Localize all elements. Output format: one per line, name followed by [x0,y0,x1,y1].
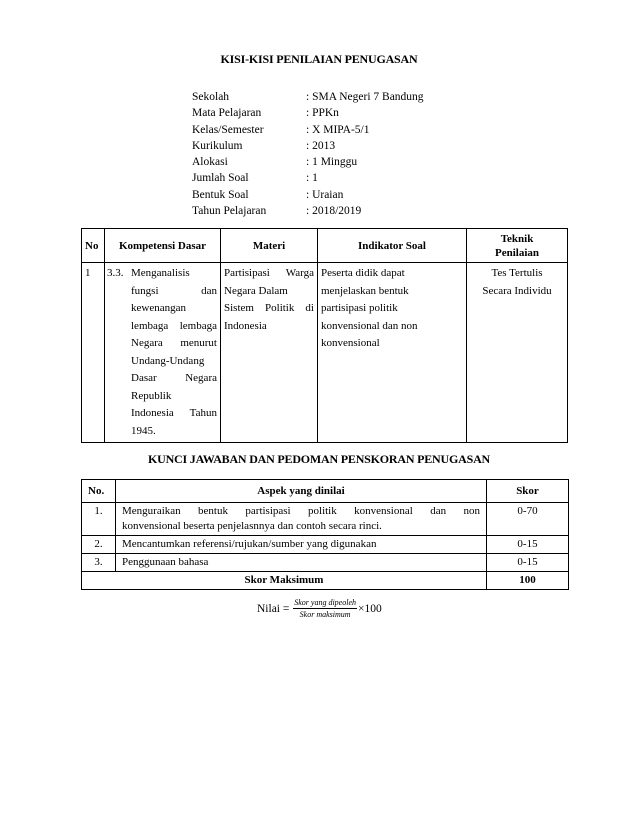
formula-lhs: Nilai = [257,602,290,615]
row-materi [221,263,318,443]
info-value: : X MIPA-5/1 [306,123,370,136]
text-line: konvensional [321,337,380,349]
info-label: Bentuk Soal [192,188,249,201]
row-no: 1 [82,263,105,443]
row-teknik [467,263,568,443]
info-label: Mata Pelajaran [192,107,262,120]
word: Menganalisis [131,267,190,279]
info-label: Tahun Pelajaran [192,205,267,218]
info-label: Sekolah [192,91,230,103]
info-row [192,156,424,172]
header-kompetensi-dasar: Kompetensi Dasar [105,229,221,263]
info-row [192,172,424,188]
word: Sistem [224,302,254,314]
word: kewenangan [131,302,186,314]
text-line [131,353,217,371]
header-teknik-line2: Penilaian [494,246,539,259]
info-label: Alokasi [192,156,228,169]
text-line [224,265,314,283]
header-teknik-line1: Teknik [500,232,534,245]
kunci-skor: 0-70 [487,503,569,536]
kunci-no: 3. [82,554,116,572]
word: di [305,302,314,314]
header-no: No [82,229,105,263]
info-value: : 1 [306,172,318,185]
word: lembaga [179,319,217,332]
text-line [131,370,217,388]
word: fungsi [131,284,159,297]
kisi-kisi-table [81,228,568,443]
text-line [224,300,314,318]
section-title-kunci: KUNCI JAWABAN DAN PEDOMAN PENSKORAN PENUGASAN [147,452,490,466]
aspek-line2: konvensional beserta penjelasnnya dan contoh secara rinci. [122,520,382,532]
aspek-line1: Menguraikan bentuk partisipasi politik konvensional dan non [122,505,480,517]
kunci-skor: 0-15 [487,554,569,572]
info-value: : SMA Negeri 7 Bandung [306,91,424,103]
aspek-line1: Penggunaan bahasa [122,556,209,568]
kisi-header-row [82,229,568,263]
kd-number: 3.3. [107,267,124,279]
header-materi: Materi [221,229,318,263]
text-line: konvensional dan non [321,319,418,332]
text-line [131,265,217,283]
info-row [192,91,424,107]
info-value: : 2013 [306,139,336,152]
word: Politik [265,302,295,314]
formula-numerator: Skor yang dipeoleh [294,598,356,607]
word: lembaga [131,319,169,332]
total-row [82,572,569,590]
kunci-no: 2. [82,536,116,554]
kisi-data-row [82,263,568,443]
text-line [131,300,217,318]
document-title: KISI-KISI PENILAIAN PENUGASAN [220,52,418,66]
total-label: Skor Maksimum [82,572,487,590]
kunci-skor: 0-15 [487,536,569,554]
header-indikator-soal: Indikator Soal [318,229,467,263]
word: Warga [285,267,314,279]
info-row [192,189,424,205]
word: Negara Dalam [224,284,288,297]
text-line: Tes Tertulis [491,267,543,279]
text-line [224,318,314,336]
info-value: : 2018/2019 [306,205,362,218]
info-row [192,107,424,123]
kunci-aspek [116,536,487,554]
text-line [131,405,217,423]
text-line: partisipasi politik [321,302,398,314]
info-label: Jumlah Soal [192,172,249,185]
info-label: Kurikulum [192,139,243,152]
info-row [192,140,424,156]
kunci-row [82,503,569,536]
text-line [131,318,217,336]
text-line [131,388,217,406]
word: Indonesia [224,319,267,332]
word: Dasar [131,372,157,384]
word: Negara [131,337,163,349]
info-block [192,91,424,221]
info-label: Kelas/Semester [192,123,264,136]
kunci-no: 1. [82,503,116,536]
text-line: menjelaskan bentuk [321,284,409,297]
row-kompetensi-dasar [105,263,221,443]
kunci-aspek [116,503,487,536]
word: Undang-Undang [131,354,205,367]
kunci-aspek [116,554,487,572]
header-no: No. [82,480,116,503]
text-line: Peserta didik dapat [321,267,405,279]
word: Tahun [189,407,217,419]
kunci-row [82,554,569,572]
header-skor: Skor [487,480,569,503]
word: Republik [131,389,172,402]
text-line [131,335,217,353]
header-aspek: Aspek yang dinilai [116,480,487,503]
word: 1945. [131,424,156,437]
word: menurut [180,337,217,349]
kunci-row [82,536,569,554]
text-line [224,283,314,301]
header-teknik-penilaian [467,229,568,263]
word: Partisipasi [224,267,270,279]
total-value: 100 [487,572,569,590]
kunci-jawaban-table [81,479,569,590]
kd-text [131,265,217,440]
text-line [131,283,217,301]
text-line: Secara Individu [482,284,552,297]
info-row [192,124,424,140]
word: dan [201,284,217,297]
row-indikator [318,263,467,443]
info-value: : PPKn [306,107,339,120]
word: Indonesia [131,407,174,419]
formula-rhs: ×100 [358,602,382,615]
word: Negara [185,372,217,384]
info-value: : 1 Minggu [306,156,358,169]
formula-denominator: Skor maksimum [299,610,351,619]
formula-fraction [293,598,357,619]
info-value: : Uraian [306,188,344,201]
score-formula [257,598,382,619]
info-row [192,205,424,221]
kunci-header-row [82,480,569,503]
text-line [131,423,217,441]
aspek-line1: Mencantumkan referensi/rujukan/sumber yang digunakan [122,538,377,550]
